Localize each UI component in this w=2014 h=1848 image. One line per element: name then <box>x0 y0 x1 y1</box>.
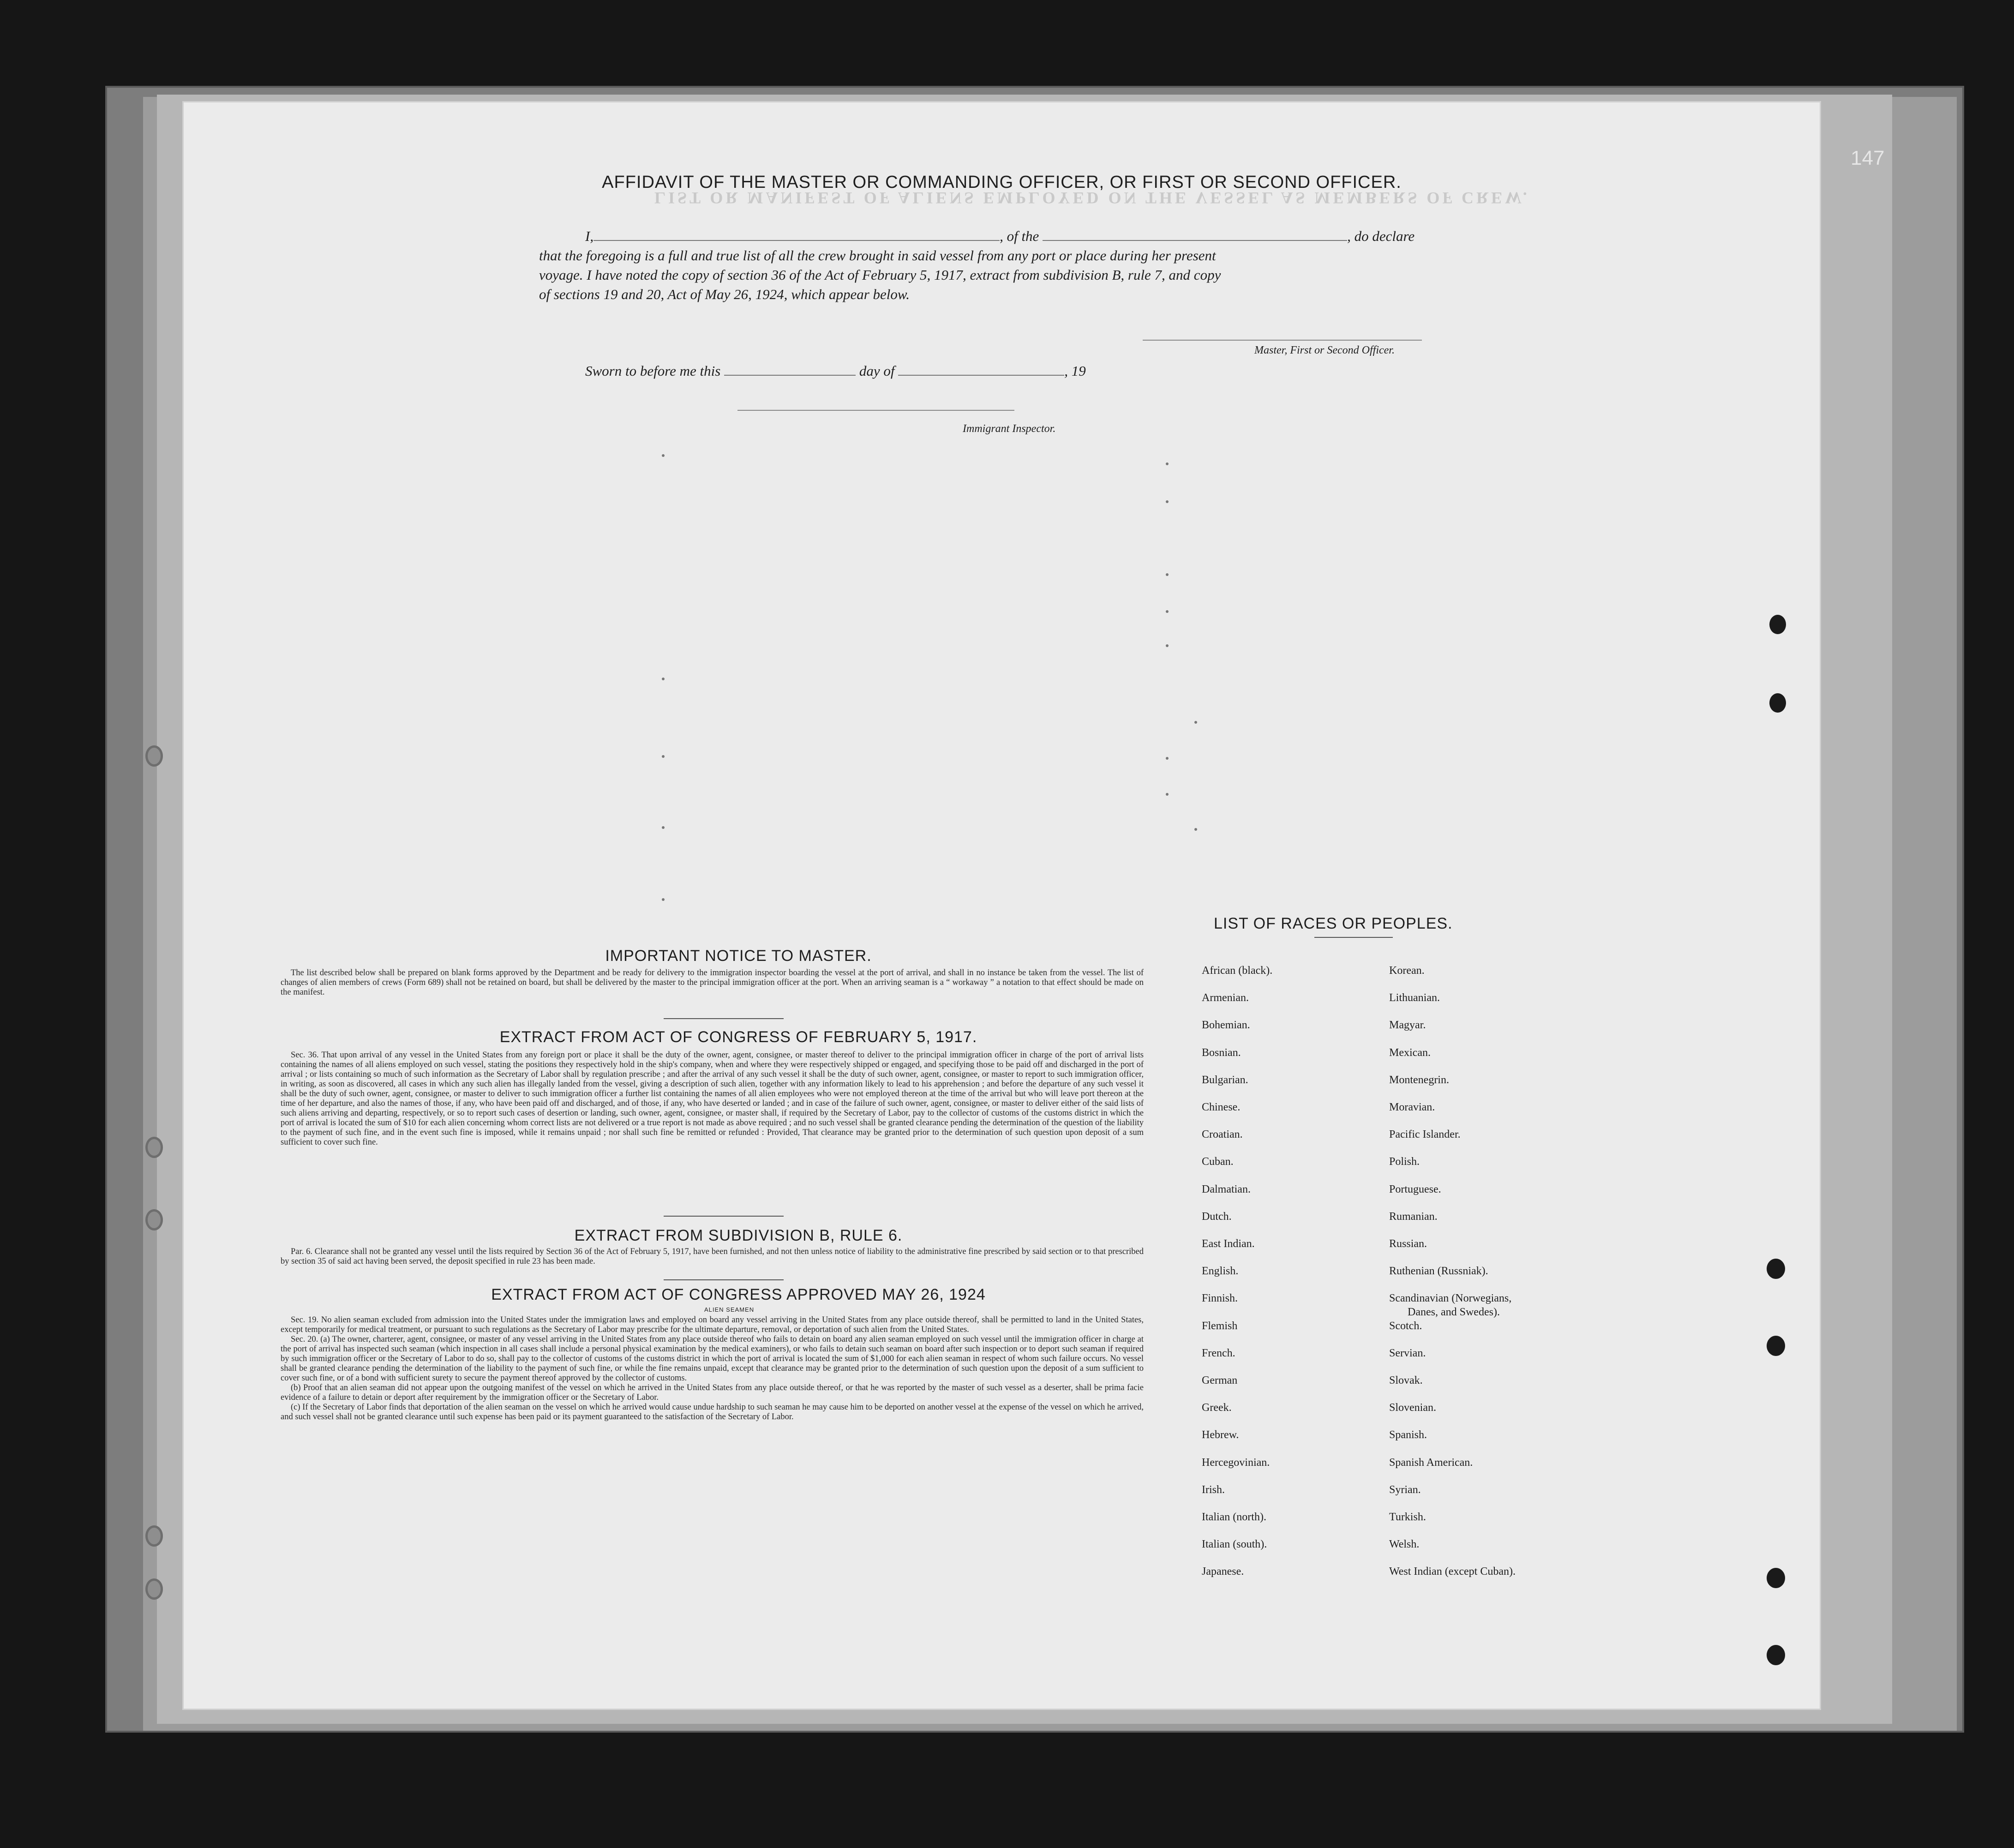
divider <box>664 1216 784 1217</box>
affidavit-title: AFFIDAVIT OF THE MASTER OR COMMANDING OFFICER, OR FIRST OR SECOND OFFICER. <box>602 173 1402 192</box>
tick-mark <box>1166 757 1169 760</box>
race-item: Greek. <box>1202 1402 1232 1414</box>
rule6-text <box>281 1247 1144 1266</box>
race-item: Bulgarian. <box>1202 1074 1248 1086</box>
race-item: Portuguese. <box>1389 1183 1441 1195</box>
race-item: Lithuanian. <box>1389 992 1440 1004</box>
race-item: Moravian. <box>1389 1101 1435 1113</box>
binder-hole <box>145 1525 163 1547</box>
race-item: Magyar. <box>1389 1019 1426 1031</box>
race-item: Bosnian. <box>1202 1047 1241 1059</box>
sec20c-paragraph: (c) If the Secretary of Labor finds that deportation of the alien seaman on the vessel on which he arrived would cause undue hardship to such seaman he may cause him to be deported on another vessel at the expense of the vessel on which he arrived, and such vessel shall not be granted clearance until such expense has been paid or its payment guaranteed to the satisfaction of the Secretary of Labor. <box>281 1403 1144 1422</box>
race-item: Italian (north). <box>1202 1511 1266 1523</box>
race-item: Slovenian. <box>1389 1402 1436 1414</box>
punch-hole <box>1767 1568 1785 1588</box>
tick-mark <box>662 898 665 901</box>
par6-paragraph: Par. 6. Clearance shall not be granted any vessel until the lists required by Section 36 of the Act of February 5, 1917, have been furnished, and not then unless notice of liability to the administrative fine prescribed by said section or to that prescribed by section 35 of said act having been served, the deposit specified in rule 23 has been made. <box>281 1247 1144 1266</box>
punch-hole <box>1767 1259 1785 1279</box>
race-item: English. <box>1202 1265 1239 1277</box>
sec20a-paragraph: Sec. 20. (a) The owner, charterer, agent, consignee, or master of any vessel arriving in the United States from any place outside thereof who fails to detain on board any alien seaman employed on such vessel until the immigration officer in charge at the port of arrival has inspected such seaman (which inspection in all cases shall include a personal physical examination by the medical examiners), or who fails to detain such seaman on board after such inspection or to deport such seaman if required by such immigration officer or the Secretary of Labor to do so, shall pay to the collector of customs of the customs district in which the port of arrival is located the sum of $1,000 for each alien seaman in respect of whom such failure occurs. No vessel shall be granted clearance pending the determination of the liability to the payment of such fine, or while the fine remains unpaid, except that clearance may be granted prior to the determination of such question upon the deposit of a sum sufficient to cover such fine, or of a bond with sufficient surety to secure the payment thereof approved by the collector of customs. <box>281 1335 1144 1383</box>
race-item: Scotch. <box>1389 1320 1422 1332</box>
tick-mark <box>1166 500 1169 503</box>
race-item-continuation: Danes, and Swedes). <box>1408 1306 1500 1318</box>
race-item: French. <box>1202 1347 1235 1359</box>
race-item: Servian. <box>1389 1347 1426 1359</box>
vessel-blank <box>1043 240 1347 241</box>
alien-seamen-subheading: ALIEN SEAMEN <box>704 1306 755 1313</box>
extract-1924-heading: EXTRACT FROM ACT OF CONGRESS APPROVED MAY 26, 1924 <box>491 1286 986 1303</box>
sec20b-paragraph: (b) Proof that an alien seaman did not appear upon the outgoing manifest of the vessel on which he arrived in the United States from any place outside thereof, or that he was reported by the master of such vessel as a deserter, shall be prima facie evidence of a failure to detain or deport after requirement by the immigration officer or the Secretary of Labor. <box>281 1383 1144 1402</box>
tick-mark <box>662 454 665 457</box>
race-item: Polish. <box>1389 1156 1420 1168</box>
race-item: Welsh. <box>1389 1538 1420 1550</box>
race-item: Slovak. <box>1389 1374 1423 1386</box>
tick-mark <box>1166 573 1169 576</box>
binder-hole <box>145 745 163 767</box>
race-item: Japanese. <box>1202 1566 1244 1578</box>
extract-1917-heading: EXTRACT FROM ACT OF CONGRESS OF FEBRUARY 5, 1917. <box>499 1028 977 1046</box>
rule6-heading: EXTRACT FROM SUBDIVISION B, RULE 6. <box>574 1227 903 1244</box>
affidavit-declaration-line <box>585 228 1415 245</box>
binder-hole <box>145 1578 163 1600</box>
race-item: Hebrew. <box>1202 1429 1239 1441</box>
race-item: Chinese. <box>1202 1101 1241 1113</box>
race-item: Mexican. <box>1389 1047 1431 1059</box>
inspector-caption: Immigrant Inspector. <box>963 423 1056 435</box>
race-item: German <box>1202 1374 1238 1386</box>
sworn-line <box>585 363 1086 379</box>
race-item: Korean. <box>1389 965 1425 977</box>
race-item: Turkish. <box>1389 1511 1426 1523</box>
affidavit-text: , 19 <box>1064 363 1086 379</box>
name-blank <box>593 240 1000 241</box>
race-item: Flemish <box>1202 1320 1238 1332</box>
notice-heading: IMPORTANT NOTICE TO MASTER. <box>605 947 872 965</box>
affidavit-text: , do declare <box>1347 228 1415 244</box>
race-item: Russian. <box>1389 1238 1427 1250</box>
tick-mark <box>1166 462 1169 465</box>
race-item: Bohemian. <box>1202 1019 1250 1031</box>
race-item: Armenian. <box>1202 992 1249 1004</box>
tick-mark <box>1194 828 1197 831</box>
affidavit-text: day of <box>859 363 895 379</box>
bleed-through-header: LIST OR MANIFEST OF ALIENS EMPLOYED ON THE VESSEL AS MEMBERS OF CREW. <box>654 189 1530 207</box>
affidavit-text: voyage. I have noted the copy of section 36 of the Act of February 5, 1917, extract from subdivision B, rule 7, and copy <box>539 267 1221 283</box>
race-item: Scandinavian (Norwegians, <box>1389 1292 1512 1304</box>
punch-hole <box>1769 693 1786 713</box>
tick-mark <box>662 755 665 758</box>
race-item: Hercegovinian. <box>1202 1457 1270 1469</box>
race-item: Dalmatian. <box>1202 1183 1251 1195</box>
race-item: Croatian. <box>1202 1128 1243 1140</box>
race-item: West Indian (except Cuban). <box>1389 1566 1516 1578</box>
tick-mark <box>662 826 665 829</box>
race-item: Italian (south). <box>1202 1538 1267 1550</box>
day-blank <box>724 375 856 376</box>
divider <box>1314 937 1393 938</box>
page-number: 147 <box>1851 147 1885 169</box>
races-heading: LIST OF RACES OR PEOPLES. <box>1214 915 1453 932</box>
tick-mark <box>1166 610 1169 613</box>
race-item: Spanish American. <box>1389 1457 1473 1469</box>
affidavit-text: that the foregoing is a full and true list of all the crew brought in said vessel from any port or place during her present <box>539 247 1216 264</box>
race-item: Cuban. <box>1202 1156 1234 1168</box>
tick-mark <box>1166 793 1169 796</box>
binder-hole <box>145 1137 163 1158</box>
section-36-paragraph: Sec. 36. That upon arrival of any vessel in the United States from any foreign port or place it shall be the duty of the owner, agent, consignee, or master thereof to deliver to the principal immigration officer in charge of the port of arrival lists containing the names of all aliens employed on such vessel, stating the positions they respectively hold in the ship's company, when and where they were respectively shipped or engaged, and specifying those to be paid off and discharged in the port of arrival ; or lists containing so much of such information as the Secretary of Labor shall by regulation prescribe ; and after the arrival of any such vessel it shall be the duty of such owner, agent, consignee, or master to report to such immigration officer, in writing, as soon as discovered, all cases in which any such alien has illegally landed from the vessel, giving a description of such alien, together with any information likely to lead to his apprehension ; and before the departure of any such vessel it shall be the duty of such owner, agent, consignee, or master to deliver to such immigration officer a further list containing the names of all alien employees who were not employed thereon at the time of the arrival but who will leave port thereon at the time of her departure, and also the names of those, if any, who have been paid off and discharged, and of those, if any, who have deserted or landed ; and in case of the failure of such owner, agent, consignee, or master to deliver either of the said lists of such aliens arriving and departing, respectively, or so to report such cases of desertion or landing, such owner, agent, consignee, or master shall, if required by the Secretary of Labor, pay to the collector of customs of the customs district in which the port of arrival is located the sum of $10 for each alien concerning whom correct lists are not delivered or a true report is not made as above required ; and no such vessel shall be granted clearance pending the determination of the question of the liability to the payment of such fine, and in the event such fine is imposed, while it remains unpaid ; nor shall such fine be remitted or refunded : Provided, That clearance may be granted prior to the determination of such question upon deposit of a sum sufficient to cover such fine. <box>281 1050 1144 1147</box>
tick-mark <box>1194 721 1197 724</box>
inspector-signature-line <box>737 410 1014 411</box>
sec19-paragraph: Sec. 19. No alien seaman excluded from admission into the United States under the immigration laws and employed on board any vessel arriving in the United States from any place outside thereof, shall be permitted to land in the United States, except temporarily for medical treatment, or pursuant to such regulations as the Secretary of Labor may prescribe for the ultimate departure, removal, or deportation of such alien from the United States. <box>281 1315 1144 1334</box>
affidavit-text: Sworn to before me this <box>585 363 721 379</box>
master-signature-line <box>1143 340 1422 341</box>
race-item: Rumanian. <box>1389 1211 1438 1223</box>
race-item: Syrian. <box>1389 1484 1421 1496</box>
race-item: Pacific Islander. <box>1389 1128 1461 1140</box>
race-item: Montenegrin. <box>1389 1074 1449 1086</box>
race-item: Finnish. <box>1202 1292 1238 1304</box>
tick-mark <box>1166 644 1169 647</box>
race-item: Irish. <box>1202 1484 1225 1496</box>
master-caption: Master, First or Second Officer. <box>1254 344 1395 356</box>
affidavit-text: I, <box>585 228 594 244</box>
race-item: Dutch. <box>1202 1211 1232 1223</box>
binder-hole <box>145 1209 163 1230</box>
notice-paragraph: The list described below shall be prepared on blank forms approved by the Department and be ready for delivery to the immigration inspector boarding the vessel at the port of arrival, and shall in no instance be taken from the vessel. The list of changes of alien members of crews (Form 689) shall not be retained on board, but shall be delivered by the master to the principal immigration officer at the port. When an arriving seaman is a “ workaway ” a notation to that effect should be made on the manifest. <box>281 968 1144 997</box>
month-blank <box>898 375 1064 376</box>
affidavit-text: , of the <box>1000 228 1039 244</box>
race-item: Spanish. <box>1389 1429 1427 1441</box>
race-item: African (black). <box>1202 965 1273 977</box>
divider <box>664 1279 784 1280</box>
tick-mark <box>662 678 665 680</box>
divider <box>664 1018 784 1019</box>
affidavit-text: of sections 19 and 20, Act of May 26, 1924, which appear below. <box>539 286 910 302</box>
punch-hole <box>1767 1336 1785 1356</box>
punch-hole <box>1769 615 1786 634</box>
race-item: Ruthenian (Russniak). <box>1389 1265 1488 1277</box>
race-item: East Indian. <box>1202 1238 1255 1250</box>
manifest-page <box>184 102 1820 1709</box>
extract-1924-text <box>281 1315 1144 1422</box>
notice-text <box>281 968 1144 997</box>
punch-hole <box>1767 1645 1785 1665</box>
extract-1917-text <box>281 1050 1144 1147</box>
